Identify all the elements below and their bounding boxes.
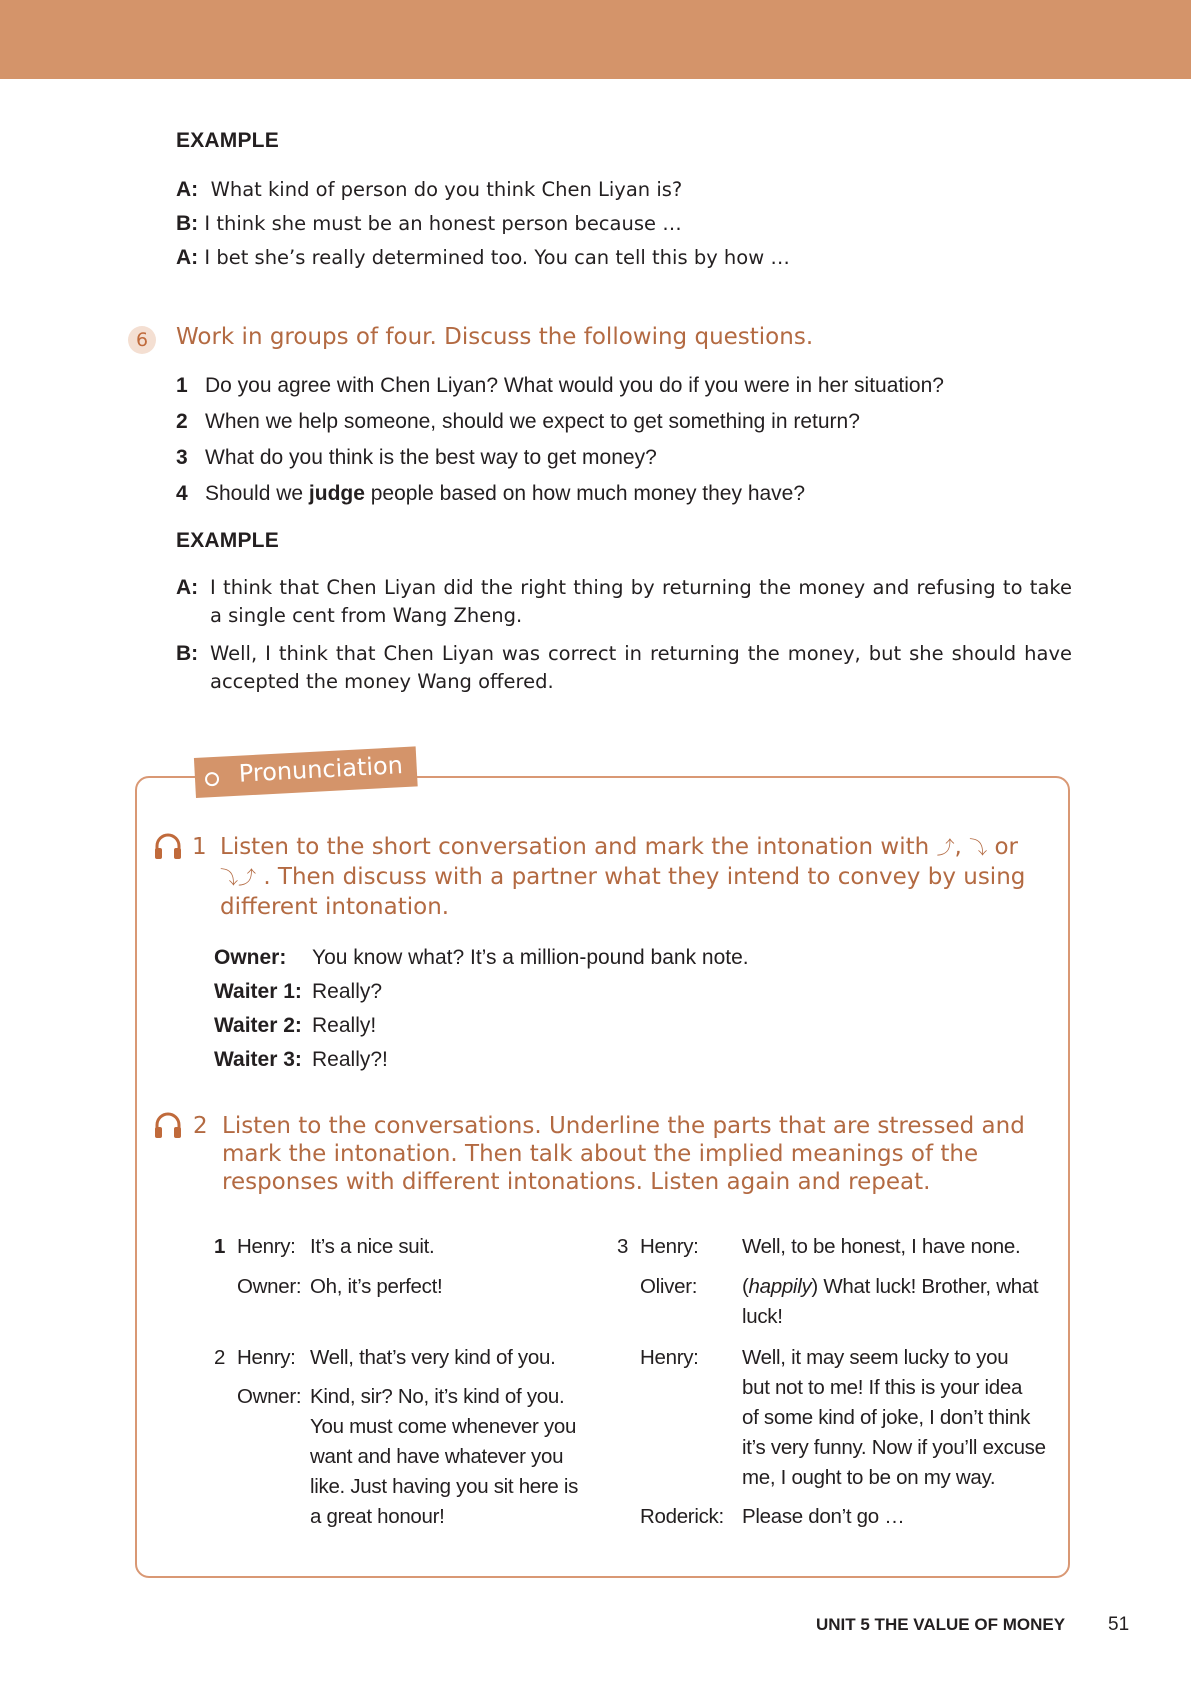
question-number: 1: [176, 374, 188, 397]
conversation-number: 1: [214, 1235, 226, 1258]
conversation-text: Oh, it’s perfect!: [310, 1275, 443, 1298]
speaker-label: Oliver:: [640, 1275, 698, 1298]
task-number: 2: [193, 1113, 208, 1139]
rising-intonation-arrow-icon: ⤴: [936, 838, 955, 859]
speaker-label: Owner:: [237, 1275, 302, 1298]
example-dialogue: [176, 173, 790, 275]
text-line: it’s very funny. Now if you’ll excuse: [742, 1436, 1046, 1459]
speaker-label: A:: [176, 178, 199, 201]
conversation-text: [742, 1343, 1046, 1493]
conversation-number: 2: [214, 1346, 226, 1369]
speaker-label: A:: [176, 246, 199, 269]
task-instructions: [220, 833, 1040, 921]
question-keyword: judge: [308, 482, 365, 505]
conversation-text: You know what? It’s a million-pound bank note.: [312, 946, 749, 969]
dialogue-line: [176, 574, 1072, 630]
dialogue-text: What kind of person do you think Chen Liyan is?: [210, 178, 683, 201]
text-line: [742, 1272, 1038, 1302]
conversation-text: Really?!: [312, 1048, 388, 1071]
text-rest: ) What luck! Brother, what: [811, 1275, 1039, 1298]
text-line: like. Just having you sit here is: [310, 1475, 579, 1498]
stage-direction: happily: [748, 1275, 812, 1298]
dialogue-line: [176, 207, 790, 241]
text-line: of some kind of joke, I don’t think: [742, 1406, 1031, 1429]
conversation-text: Really!: [312, 1014, 377, 1037]
section-number-badge: 6: [128, 326, 156, 354]
conversation-text: Really?: [312, 980, 383, 1003]
question-number: 4: [176, 482, 188, 505]
speaker-label: Owner:: [237, 1385, 302, 1408]
question-text-pre: Should we: [205, 482, 309, 505]
conversation-row: [214, 941, 749, 975]
question-text: When we help someone, should we expect to get something in return?: [205, 410, 860, 433]
speaker-label: Waiter 2:: [214, 1014, 302, 1037]
text-line: a great honour!: [310, 1505, 445, 1528]
text-line: me, I ought to be on my way.: [742, 1466, 996, 1489]
dialogue-line: [176, 640, 1072, 696]
conversation-item: [214, 1232, 225, 1262]
conversation-text: It’s a nice suit.: [310, 1235, 435, 1258]
instruction-line: Listen to the conversations. Underline the parts that are stressed and: [222, 1113, 1025, 1139]
dialogue-line: [176, 173, 790, 207]
example-heading: EXAMPLE: [176, 129, 279, 152]
speaker-label: Henry:: [640, 1346, 699, 1369]
instruction-line: mark the intonation. Then talk about the implied meanings of the: [222, 1141, 979, 1167]
text-line: luck!: [742, 1305, 783, 1328]
question-number: 2: [176, 410, 188, 433]
dialogue-text: I think she must be an honest person because …: [204, 212, 682, 235]
dialogue-line: [176, 241, 790, 275]
speaker-label: B:: [176, 642, 199, 665]
dialogue-text: Well, I think that Chen Liyan was correct in returning the money, but she should have accepted the money Wang offered.: [210, 642, 1072, 693]
question-item: [176, 440, 944, 476]
headphones-icon: [152, 831, 184, 861]
speaker-label: Waiter 3:: [214, 1048, 302, 1071]
text-line: but not to me! If this is your idea: [742, 1376, 1023, 1399]
instruction-line: different intonation.: [220, 894, 450, 920]
falling-intonation-arrow-icon: ⤵: [969, 838, 988, 859]
instruction-line: Listen to the short conversation and mark the intonation with: [220, 834, 930, 860]
speaker-label: Henry:: [237, 1235, 296, 1258]
speaker-label: Henry:: [237, 1346, 296, 1369]
instruction-line: responses with different intonations. Listen again and repeat.: [222, 1169, 931, 1195]
headphones-icon: [152, 1110, 184, 1140]
question-item: [176, 476, 944, 512]
footer-unit-title: UNIT 5 THE VALUE OF MONEY: [816, 1615, 1066, 1634]
question-text: What do you think is the best way to get money?: [205, 446, 657, 469]
speaker-label: Henry:: [640, 1235, 699, 1258]
example-dialogue: [176, 574, 1072, 696]
instruction-comma: ,: [954, 834, 962, 860]
question-text-post: people based on how much money they have?: [364, 482, 806, 505]
question-item: [176, 404, 944, 440]
conversation-1: [214, 941, 749, 1077]
conversation-text: [742, 1272, 1038, 1332]
conversation-row: [214, 975, 749, 1009]
tag-hole-icon: [205, 772, 220, 787]
dialogue-text: I think that Chen Liyan did the right thing by returning the money and refusing to take a single cent from Wang Zheng.: [210, 576, 1072, 627]
rising-intonation-arrow-icon: ⤴: [238, 868, 256, 889]
text-line: Well, it may seem lucky to you: [742, 1346, 1009, 1369]
question-item: [176, 368, 944, 404]
dialogue-text: I bet she’s really determined too. You can tell this by how …: [204, 246, 790, 269]
conversation-row: [214, 1009, 749, 1043]
top-color-band: [0, 0, 1191, 79]
conversation-text: Well, that’s very kind of you.: [310, 1346, 556, 1369]
instruction-line: . Then discuss with a partner what they intend to convey by using: [263, 864, 1026, 890]
speaker-label: A:: [176, 576, 199, 599]
section-title: Work in groups of four. Discuss the following questions.: [176, 324, 814, 350]
conversation-text: [310, 1382, 578, 1532]
text-line: want and have whatever you: [310, 1445, 564, 1468]
conversation-row: [214, 1043, 749, 1077]
question-number: 3: [176, 446, 188, 469]
task-number: 1: [192, 834, 207, 860]
conversation-text: Well, to be honest, I have none.: [742, 1235, 1021, 1258]
speaker-label: Roderick:: [640, 1505, 724, 1528]
falling-intonation-arrow-icon: ⤵: [220, 868, 238, 889]
question-list: [176, 368, 944, 512]
conversation-text: Please don’t go …: [742, 1505, 905, 1528]
text-line: Kind, sir? No, it’s kind of you.: [310, 1385, 565, 1408]
speaker-label: B:: [176, 212, 199, 235]
text-line: You must come whenever you: [310, 1415, 577, 1438]
pronunciation-label: Pronunciation: [238, 751, 404, 788]
speaker-label: Waiter 1:: [214, 980, 302, 1003]
paren: (: [742, 1275, 749, 1298]
example-heading: EXAMPLE: [176, 529, 279, 552]
page-number: 51: [1108, 1614, 1130, 1635]
question-text: Do you agree with Chen Liyan? What would you do if you were in her situation?: [205, 374, 944, 397]
instruction-or: or: [994, 834, 1018, 860]
task-instructions: [222, 1112, 1042, 1196]
conversation-number: 3: [617, 1235, 629, 1258]
speaker-label: Owner:: [214, 946, 287, 969]
